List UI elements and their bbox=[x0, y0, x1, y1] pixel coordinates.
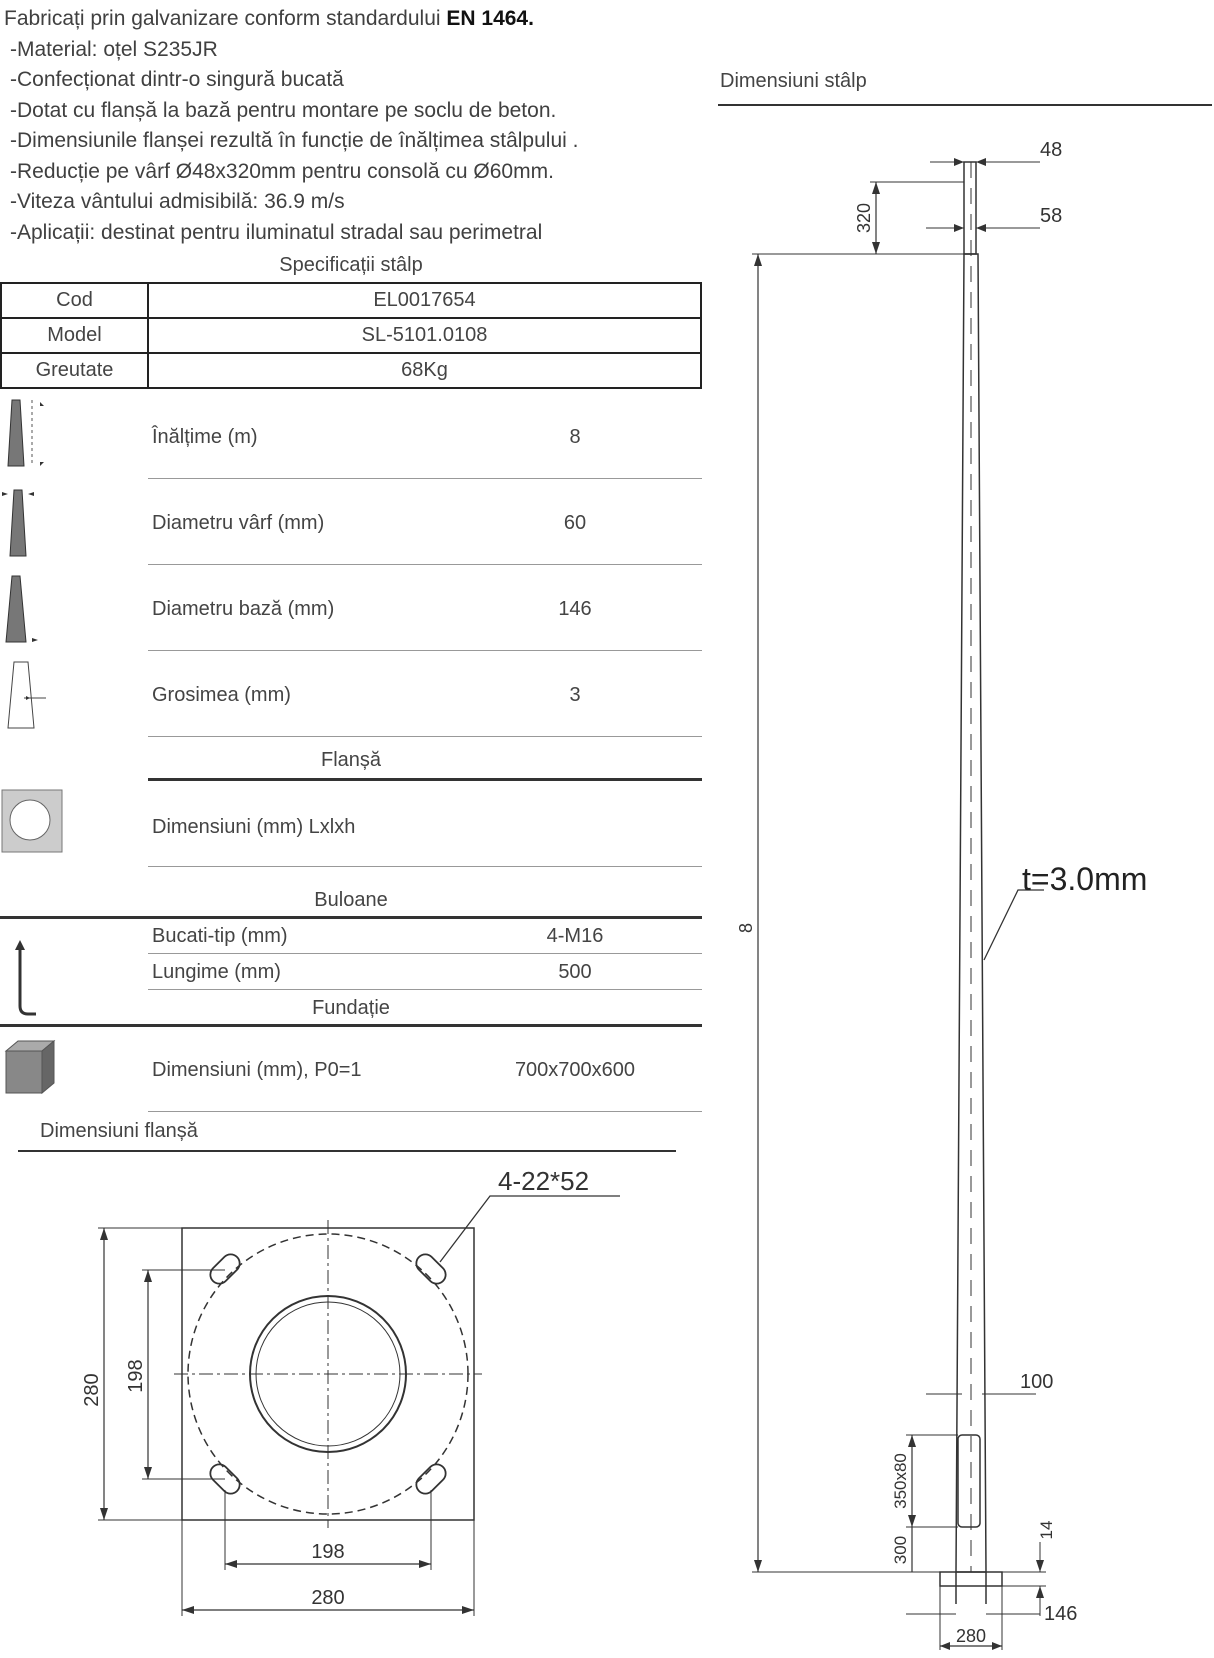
foundation-label: Dimensiuni (mm), P0=1 bbox=[152, 1059, 362, 1081]
dim-flange-width: 280 bbox=[955, 1626, 987, 1646]
dim-280-horizontal: 280 bbox=[311, 1587, 345, 1609]
dim-total-height: 8 bbox=[736, 922, 756, 934]
flange-label: Dimensiuni (mm) Lxlxh bbox=[152, 816, 356, 838]
bolt-value: 500 bbox=[558, 961, 592, 983]
foundation-title: Fundație bbox=[312, 997, 390, 1019]
bolt-row bbox=[0, 919, 702, 955]
pole-top-reduction bbox=[964, 162, 976, 254]
flange-title: Flanșă bbox=[320, 749, 382, 771]
divider bbox=[148, 778, 702, 781]
row-separator bbox=[148, 736, 702, 737]
specs-table bbox=[0, 282, 702, 389]
dim-row-height bbox=[0, 396, 702, 480]
row-separator bbox=[148, 866, 702, 867]
dim-value: 8 bbox=[569, 426, 581, 448]
flange-technical-drawing bbox=[0, 1150, 680, 1658]
dim-reduction-diameter: 58 bbox=[1040, 205, 1063, 227]
spec-label: Greutate bbox=[1, 353, 148, 388]
intro-line: -Reducție pe vârf Ø48x320mm pentru consolă cu Ø60mm. bbox=[10, 159, 554, 183]
bolt-label: Lungime (mm) bbox=[152, 961, 281, 983]
dim-row-thickness bbox=[0, 654, 702, 738]
intro-text bbox=[4, 4, 578, 248]
intro-line: -Material: oțel S235JR bbox=[10, 37, 218, 61]
dim-reduction-length: 320 bbox=[854, 202, 874, 234]
pole-thickness-icon bbox=[0, 658, 50, 734]
bolt-row bbox=[0, 955, 702, 991]
intro-line: -Viteza vântului admisibilă: 36.9 m/s bbox=[10, 190, 345, 213]
dim-label: Diametru vârf (mm) bbox=[152, 512, 325, 534]
specs-title: Specificații stâlp bbox=[279, 254, 423, 276]
dim-value: 3 bbox=[569, 684, 581, 706]
spec-value: EL0017654 bbox=[148, 283, 701, 318]
pole-drawing-title: Dimensiuni stâlp bbox=[720, 70, 867, 92]
bolts-title: Buloane bbox=[314, 889, 388, 911]
dim-lower-diameter: 100 bbox=[1020, 1371, 1054, 1393]
divider bbox=[718, 104, 1212, 106]
dim-door: 350x80 bbox=[891, 1453, 910, 1509]
intro-line: -Aplicații: destinat pentru iluminatul stradal sau perimetral bbox=[10, 220, 543, 244]
dim-label: Grosimea (mm) bbox=[152, 684, 291, 706]
dim-280-vertical: 280 bbox=[81, 1373, 103, 1407]
intro-line: -Confecționat dintr-o singură bucată bbox=[10, 68, 344, 91]
pole-technical-drawing bbox=[700, 120, 1214, 1658]
intro-line: -Dimensiunile flanșei rezultă în funcție de înălțimea stâlpului . bbox=[10, 129, 579, 152]
dim-top-diameter: 48 bbox=[1040, 139, 1063, 161]
dim-row-top-diameter bbox=[0, 482, 702, 566]
dim-flange-thickness: 14 bbox=[1037, 1520, 1056, 1540]
table-row bbox=[1, 353, 701, 388]
spec-value: SL-5101.0108 bbox=[148, 318, 701, 353]
bolt-label: Bucati-tip (mm) bbox=[152, 925, 288, 947]
row-separator bbox=[148, 650, 702, 651]
holes-label: 4-22*52 bbox=[498, 1166, 590, 1196]
pole-base-diameter-icon bbox=[0, 572, 48, 648]
dim-value: 60 bbox=[563, 512, 587, 534]
standard-code: EN 1464. bbox=[446, 7, 534, 30]
dim-base-diameter: 146 bbox=[1044, 1603, 1078, 1625]
dim-door-offset: 300 bbox=[891, 1535, 910, 1565]
pole-door bbox=[958, 1435, 980, 1527]
pole-base-flange bbox=[940, 1572, 1002, 1586]
dim-value: 146 bbox=[558, 598, 592, 620]
foundation-row bbox=[0, 1027, 702, 1113]
dim-label: Diametru bază (mm) bbox=[152, 598, 335, 620]
concrete-block-icon bbox=[2, 1037, 58, 1097]
row-separator bbox=[148, 564, 702, 565]
flange-row bbox=[0, 782, 702, 868]
thickness-label: t=3.0mm bbox=[1022, 861, 1148, 897]
table-row bbox=[1, 318, 701, 353]
table-row bbox=[1, 283, 701, 318]
row-separator bbox=[148, 953, 702, 954]
dim-label: Înălțime (m) bbox=[152, 426, 258, 448]
row-separator bbox=[148, 989, 702, 990]
spec-value: 68Kg bbox=[148, 353, 701, 388]
row-separator bbox=[148, 478, 702, 479]
pole-height-icon bbox=[2, 396, 50, 472]
dim-row-base-diameter bbox=[0, 568, 702, 652]
bolt-value: 4-M16 bbox=[546, 925, 604, 947]
dim-198-vertical: 198 bbox=[125, 1359, 147, 1393]
intro-line: -Dotat cu flanșă la bază pentru montare pe soclu de beton. bbox=[10, 98, 557, 122]
dim-198-horizontal: 198 bbox=[311, 1541, 345, 1563]
spec-label: Cod bbox=[1, 283, 148, 318]
flange-plate-icon bbox=[0, 786, 64, 856]
row-separator bbox=[148, 1111, 702, 1112]
pole-top-diameter-icon bbox=[0, 486, 48, 562]
foundation-value: 700x700x600 bbox=[514, 1059, 636, 1081]
spec-label: Model bbox=[1, 318, 148, 353]
flange-drawing-title: Dimensiuni flanșă bbox=[40, 1120, 198, 1142]
intro-line-standard: Fabricați prin galvanizare conform standardului EN 1464. bbox=[4, 7, 534, 30]
